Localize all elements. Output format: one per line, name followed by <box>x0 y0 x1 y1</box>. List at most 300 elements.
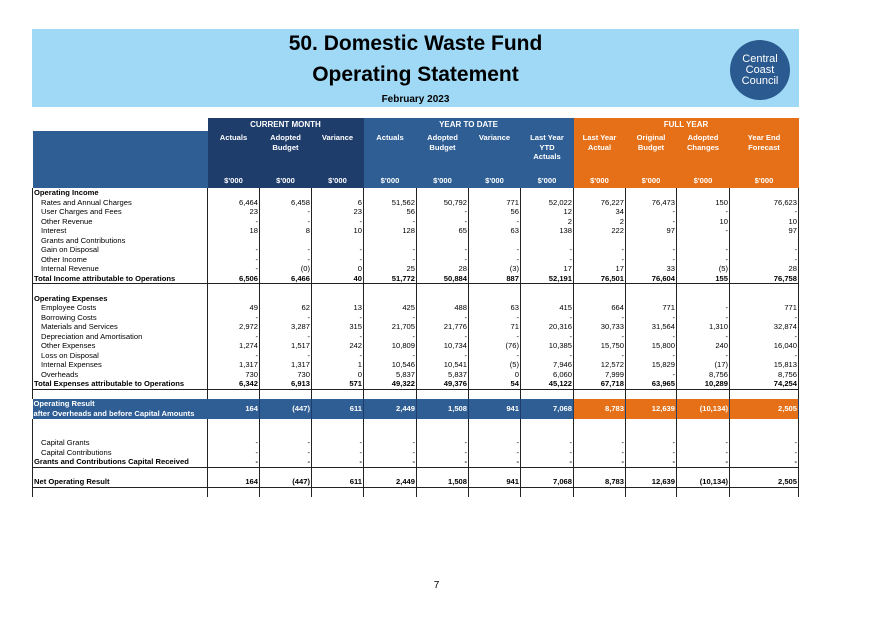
table-row <box>33 370 799 380</box>
value-cell: 17 <box>574 264 626 274</box>
value-cell <box>626 284 677 294</box>
value-cell: (3) <box>469 264 521 274</box>
unit-cell: $'000 <box>521 174 574 188</box>
column-header-line: Actuals <box>219 133 248 142</box>
value-cell: - <box>208 332 260 342</box>
value-cell: (76) <box>469 341 521 351</box>
column-header-line: Changes <box>686 142 720 152</box>
value-cell <box>469 389 521 399</box>
value-cell <box>364 389 417 399</box>
value-cell: 7,946 <box>521 360 574 370</box>
column-header-line: Last Year <box>530 133 564 142</box>
unit-cell: $'000 <box>626 174 677 188</box>
value-cell: - <box>364 448 417 458</box>
row-label <box>33 467 208 477</box>
value-cell: 3,287 <box>260 322 312 332</box>
value-cell <box>417 429 469 439</box>
value-cell <box>521 188 574 198</box>
value-cell: 8,783 <box>574 399 626 419</box>
value-cell: - <box>417 438 469 448</box>
column-header <box>574 131 626 174</box>
value-cell: - <box>730 207 799 217</box>
value-cell: 941 <box>469 399 521 419</box>
value-cell: 664 <box>574 303 626 313</box>
value-cell: 10,385 <box>521 341 574 351</box>
value-cell <box>312 236 364 246</box>
row-label: Grants and Contributions <box>33 236 208 246</box>
unit-cell: $'000 <box>730 174 799 188</box>
column-header-row <box>33 131 799 174</box>
value-cell: - <box>574 351 626 361</box>
table-row <box>33 226 799 236</box>
value-cell: - <box>574 255 626 265</box>
value-cell: 62 <box>260 303 312 313</box>
value-cell: - <box>208 351 260 361</box>
value-cell: 2,505 <box>730 399 799 419</box>
value-cell: 6,464 <box>208 198 260 208</box>
table-row <box>33 284 799 294</box>
value-cell <box>677 467 730 477</box>
row-label: Rates and Annual Charges <box>33 198 208 208</box>
row-label: Gain on Disposal <box>33 245 208 255</box>
value-cell: - <box>260 207 312 217</box>
value-cell: - <box>364 217 417 227</box>
value-cell: 730 <box>208 370 260 380</box>
value-cell: 12,572 <box>574 360 626 370</box>
value-cell: - <box>417 217 469 227</box>
value-cell <box>626 487 677 497</box>
column-header-line: Budget <box>272 142 299 152</box>
value-cell <box>469 236 521 246</box>
value-cell <box>417 487 469 497</box>
value-cell: - <box>730 245 799 255</box>
column-header-line: Budget <box>429 142 456 152</box>
value-cell: - <box>626 313 677 323</box>
value-cell: 50,884 <box>417 274 469 284</box>
value-cell: 1,274 <box>208 341 260 351</box>
value-cell: 63 <box>469 303 521 313</box>
value-cell: 1,317 <box>208 360 260 370</box>
row-label: Other Expenses <box>33 341 208 351</box>
value-cell: - <box>677 457 730 467</box>
value-cell: 56 <box>364 207 417 217</box>
value-cell <box>574 389 626 399</box>
value-cell: 74,254 <box>730 379 799 389</box>
value-cell: 2,449 <box>364 399 417 419</box>
value-cell <box>208 419 260 429</box>
value-cell: 15,813 <box>730 360 799 370</box>
value-cell: (10,134) <box>677 399 730 419</box>
value-cell: - <box>260 255 312 265</box>
value-cell <box>730 487 799 497</box>
value-cell: 2,972 <box>208 322 260 332</box>
value-cell: - <box>521 245 574 255</box>
value-cell: 10 <box>312 226 364 236</box>
value-cell <box>312 419 364 429</box>
value-cell <box>730 429 799 439</box>
value-cell <box>677 284 730 294</box>
value-cell: - <box>208 457 260 467</box>
table-row <box>33 419 799 429</box>
report-period: February 2023 <box>381 94 450 105</box>
unit-cell: $'000 <box>574 174 626 188</box>
value-cell <box>260 284 312 294</box>
value-cell: - <box>469 438 521 448</box>
row-label <box>33 389 208 399</box>
value-cell <box>364 419 417 429</box>
value-cell: 6 <box>312 198 364 208</box>
column-header-line: Variance <box>321 133 354 142</box>
value-cell: - <box>312 313 364 323</box>
value-cell <box>730 389 799 399</box>
table-row <box>33 448 799 458</box>
value-cell: - <box>260 217 312 227</box>
value-cell <box>469 429 521 439</box>
unit-cell: $'000 <box>417 174 469 188</box>
value-cell <box>312 294 364 304</box>
value-cell <box>677 487 730 497</box>
value-cell: 32,874 <box>730 322 799 332</box>
value-cell: - <box>730 313 799 323</box>
column-header-line: YTD <box>539 142 555 152</box>
value-cell: 18 <box>208 226 260 236</box>
value-cell: - <box>626 217 677 227</box>
value-cell: 30,733 <box>574 322 626 332</box>
value-cell: 15,829 <box>626 360 677 370</box>
value-cell: 5,837 <box>417 370 469 380</box>
value-cell: 6,458 <box>260 198 312 208</box>
value-cell: 21,705 <box>364 322 417 332</box>
value-cell: - <box>469 313 521 323</box>
value-cell: - <box>521 457 574 467</box>
row-label: Materials and Services <box>33 322 208 332</box>
value-cell: 155 <box>677 274 730 284</box>
value-cell <box>208 467 260 477</box>
value-cell: 1,508 <box>417 477 469 487</box>
row-label: Employee Costs <box>33 303 208 313</box>
value-cell: - <box>730 438 799 448</box>
row-label <box>33 487 208 497</box>
value-cell: 1 <box>312 360 364 370</box>
label-column-header <box>33 131 208 174</box>
value-cell: 6,060 <box>521 370 574 380</box>
value-cell: 40 <box>312 274 364 284</box>
value-cell <box>417 284 469 294</box>
value-cell: - <box>469 332 521 342</box>
value-cell: (0) <box>260 264 312 274</box>
column-header <box>730 131 799 174</box>
value-cell: 887 <box>469 274 521 284</box>
value-cell: 315 <box>312 322 364 332</box>
section-heading: Operating Income <box>33 188 208 198</box>
value-cell: - <box>521 438 574 448</box>
column-header <box>521 131 574 174</box>
value-cell: 415 <box>521 303 574 313</box>
value-cell: 1,508 <box>417 399 469 419</box>
value-cell: 0 <box>312 370 364 380</box>
value-cell: 15,800 <box>626 341 677 351</box>
value-cell: 51,772 <box>364 274 417 284</box>
value-cell: 7,068 <box>521 477 574 487</box>
value-cell: - <box>208 313 260 323</box>
table-row <box>33 341 799 351</box>
value-cell: - <box>469 448 521 458</box>
value-cell <box>521 294 574 304</box>
value-cell <box>626 467 677 477</box>
value-cell: - <box>208 245 260 255</box>
row-label: Other Revenue <box>33 217 208 227</box>
table-row <box>33 245 799 255</box>
value-cell: 65 <box>417 226 469 236</box>
value-cell: 164 <box>208 399 260 419</box>
value-cell: - <box>208 438 260 448</box>
logo-line: Central <box>742 52 778 65</box>
table-row <box>33 379 799 389</box>
column-header <box>626 131 677 174</box>
value-cell <box>208 294 260 304</box>
value-cell: - <box>208 448 260 458</box>
value-cell <box>260 236 312 246</box>
row-label-line: after Overheads and before Capital Amounts <box>33 409 195 418</box>
value-cell <box>677 188 730 198</box>
value-cell <box>364 284 417 294</box>
table-row <box>33 429 799 439</box>
page-subtitle: Operating Statement <box>312 63 519 86</box>
value-cell: 164 <box>208 477 260 487</box>
value-cell: 10,809 <box>364 341 417 351</box>
value-cell <box>626 419 677 429</box>
value-cell: - <box>260 332 312 342</box>
value-cell: 0 <box>312 264 364 274</box>
value-cell: 2 <box>521 217 574 227</box>
value-cell <box>730 284 799 294</box>
table-row <box>33 264 799 274</box>
value-cell: - <box>626 438 677 448</box>
value-cell <box>208 389 260 399</box>
column-header <box>417 131 469 174</box>
value-cell: - <box>574 448 626 458</box>
value-cell: 10,541 <box>417 360 469 370</box>
row-label: Loss on Disposal <box>33 351 208 361</box>
value-cell: 49,322 <box>364 379 417 389</box>
unit-row <box>33 174 799 188</box>
value-cell: - <box>208 255 260 265</box>
value-cell <box>417 389 469 399</box>
value-cell: - <box>260 313 312 323</box>
table-row <box>33 438 799 448</box>
value-cell: - <box>364 255 417 265</box>
unit-label-cell <box>33 174 208 188</box>
value-cell: - <box>260 438 312 448</box>
value-cell: - <box>260 457 312 467</box>
value-cell <box>364 188 417 198</box>
unit-cell: $'000 <box>260 174 312 188</box>
value-cell: 771 <box>469 198 521 208</box>
value-cell <box>364 429 417 439</box>
value-cell <box>574 429 626 439</box>
value-cell: 71 <box>469 322 521 332</box>
row-label: User Charges and Fees <box>33 207 208 217</box>
value-cell: 10 <box>677 217 730 227</box>
table-row <box>33 477 799 487</box>
value-cell: - <box>417 255 469 265</box>
value-cell <box>574 284 626 294</box>
row-label: Capital Grants <box>33 438 208 448</box>
column-header <box>364 131 417 174</box>
value-cell: 54 <box>469 379 521 389</box>
value-cell <box>417 419 469 429</box>
column-header <box>260 131 312 174</box>
table-row <box>33 322 799 332</box>
unit-cell: $'000 <box>364 174 417 188</box>
value-cell: 8,756 <box>677 370 730 380</box>
logo-line: Council <box>741 74 779 87</box>
value-cell <box>521 487 574 497</box>
value-cell: 76,501 <box>574 274 626 284</box>
value-cell: - <box>626 332 677 342</box>
value-cell: - <box>626 207 677 217</box>
value-cell: 45,122 <box>521 379 574 389</box>
value-cell <box>469 188 521 198</box>
value-cell: - <box>260 351 312 361</box>
value-cell: 33 <box>626 264 677 274</box>
value-cell: (447) <box>260 399 312 419</box>
table-row <box>33 467 799 477</box>
column-header-line: Actuals <box>533 152 561 161</box>
column-header <box>677 131 730 174</box>
value-cell: 76,623 <box>730 198 799 208</box>
value-cell: - <box>469 255 521 265</box>
value-cell: 76,604 <box>626 274 677 284</box>
value-cell: - <box>364 332 417 342</box>
value-cell: - <box>677 313 730 323</box>
value-cell <box>260 429 312 439</box>
value-cell <box>312 188 364 198</box>
column-header-line: Actual <box>587 142 612 152</box>
value-cell: 12,639 <box>626 477 677 487</box>
value-cell <box>260 419 312 429</box>
value-cell <box>469 419 521 429</box>
value-cell: 8,783 <box>574 477 626 487</box>
value-cell <box>312 429 364 439</box>
value-cell: - <box>312 217 364 227</box>
column-header-line: Forecast <box>748 142 780 152</box>
value-cell: 23 <box>208 207 260 217</box>
value-cell: - <box>574 332 626 342</box>
value-cell: - <box>312 255 364 265</box>
table-row <box>33 294 799 304</box>
value-cell: - <box>312 457 364 467</box>
unit-cell: $'000 <box>208 174 260 188</box>
column-header-line: Variance <box>478 133 511 142</box>
value-cell: 97 <box>626 226 677 236</box>
column-header-line: Last Year <box>582 133 617 142</box>
value-cell: - <box>469 351 521 361</box>
row-label: Other Income <box>33 255 208 265</box>
value-cell: - <box>574 245 626 255</box>
table-row <box>33 332 799 342</box>
value-cell: 8 <box>260 226 312 236</box>
total-label: Net Operating Result <box>33 477 208 487</box>
value-cell: - <box>312 448 364 458</box>
table-row <box>33 198 799 208</box>
value-cell: 23 <box>312 207 364 217</box>
table-row <box>33 217 799 227</box>
value-cell: 28 <box>730 264 799 274</box>
value-cell <box>626 236 677 246</box>
value-cell: - <box>208 217 260 227</box>
value-cell <box>574 419 626 429</box>
value-cell <box>521 419 574 429</box>
table-row <box>33 360 799 370</box>
value-cell: 16,040 <box>730 341 799 351</box>
value-cell: - <box>626 351 677 361</box>
value-cell <box>312 284 364 294</box>
value-cell: - <box>677 438 730 448</box>
value-cell: - <box>521 255 574 265</box>
value-cell: 97 <box>730 226 799 236</box>
value-cell: 611 <box>312 477 364 487</box>
value-cell <box>574 467 626 477</box>
value-cell <box>677 294 730 304</box>
value-cell: 150 <box>677 198 730 208</box>
value-cell: 488 <box>417 303 469 313</box>
value-cell: 138 <box>521 226 574 236</box>
value-cell: - <box>417 313 469 323</box>
value-cell <box>469 294 521 304</box>
page-number: 7 <box>433 580 440 591</box>
value-cell <box>574 294 626 304</box>
value-cell: - <box>626 370 677 380</box>
value-cell <box>312 389 364 399</box>
value-cell: 2 <box>574 217 626 227</box>
value-cell: - <box>677 351 730 361</box>
value-cell: 571 <box>312 379 364 389</box>
value-cell: - <box>677 448 730 458</box>
value-cell: 128 <box>364 226 417 236</box>
value-cell: 771 <box>626 303 677 313</box>
value-cell <box>626 429 677 439</box>
value-cell: 50,792 <box>417 198 469 208</box>
section-heading: Operating Expenses <box>33 294 208 304</box>
value-cell: - <box>574 313 626 323</box>
table-row <box>33 236 799 246</box>
value-cell: - <box>469 217 521 227</box>
value-cell <box>417 294 469 304</box>
value-cell: 6,342 <box>208 379 260 389</box>
value-cell: - <box>730 448 799 458</box>
column-header-line: Adopted <box>427 133 458 142</box>
value-cell <box>730 294 799 304</box>
value-cell: 28 <box>417 264 469 274</box>
column-header <box>312 131 364 174</box>
logo-line: Coast <box>745 63 775 76</box>
value-cell: (17) <box>677 360 730 370</box>
corner-cell <box>33 118 208 131</box>
header-banner <box>32 29 799 107</box>
value-cell: (447) <box>260 477 312 487</box>
value-cell: (5) <box>677 264 730 274</box>
column-header <box>469 131 521 174</box>
value-cell: - <box>730 332 799 342</box>
table-row <box>33 303 799 313</box>
group-header-row <box>33 118 799 131</box>
row-label <box>33 419 208 429</box>
value-cell <box>626 389 677 399</box>
value-cell: 0 <box>469 370 521 380</box>
value-cell: 25 <box>364 264 417 274</box>
value-cell: 611 <box>312 399 364 419</box>
